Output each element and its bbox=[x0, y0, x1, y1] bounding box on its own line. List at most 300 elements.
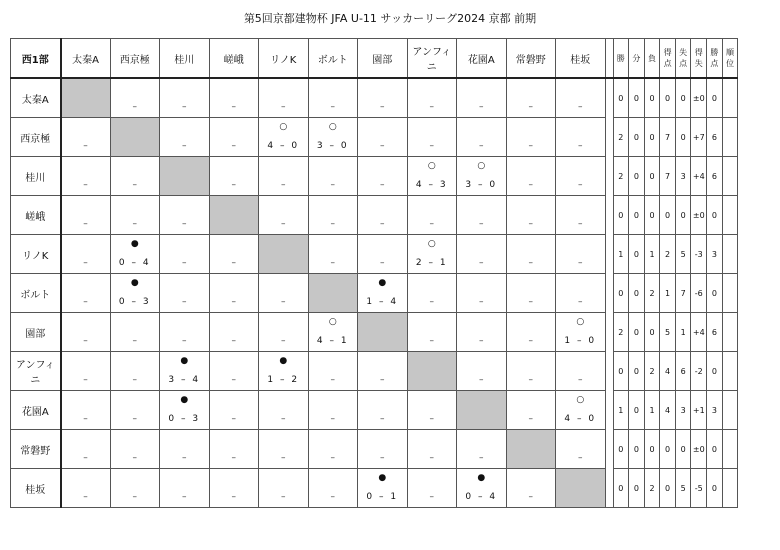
unplayed-dash: – bbox=[578, 180, 583, 190]
unplayed-cell bbox=[308, 391, 358, 430]
unplayed-cell bbox=[160, 118, 210, 157]
unplayed-dash: – bbox=[330, 453, 335, 463]
unplayed-cell bbox=[506, 469, 556, 508]
unplayed-dash: – bbox=[528, 375, 533, 385]
stat-cell: 6 bbox=[675, 352, 691, 391]
match-result-cell bbox=[259, 118, 309, 157]
unplayed-dash: – bbox=[231, 453, 236, 463]
unplayed-dash: – bbox=[83, 414, 88, 424]
stat-cell: 7 bbox=[660, 118, 676, 157]
unplayed-dash: – bbox=[330, 102, 335, 112]
unplayed-dash: – bbox=[281, 180, 286, 190]
unplayed-cell bbox=[358, 196, 408, 235]
match-result-cell bbox=[457, 157, 507, 196]
stat-cell: 0 bbox=[644, 430, 660, 469]
unplayed-dash: – bbox=[231, 297, 236, 307]
unplayed-dash: – bbox=[429, 219, 434, 229]
match-result-cell bbox=[160, 352, 210, 391]
stat-cell: 0 bbox=[613, 352, 629, 391]
unplayed-dash: – bbox=[380, 453, 385, 463]
column-header-team: 花園A bbox=[457, 39, 507, 79]
unplayed-dash: – bbox=[132, 375, 137, 385]
unplayed-cell bbox=[110, 391, 160, 430]
row-header-team: 桂川 bbox=[11, 157, 61, 196]
loss-mark: ● bbox=[180, 395, 189, 405]
stat-cell: ±0 bbox=[691, 430, 707, 469]
column-header-stat: 失点 bbox=[675, 39, 691, 79]
unplayed-cell bbox=[209, 313, 259, 352]
self-match-cell bbox=[506, 430, 556, 469]
stat-cell: 2 bbox=[613, 157, 629, 196]
unplayed-cell bbox=[110, 78, 160, 118]
match-result-cell bbox=[308, 118, 358, 157]
unplayed-cell bbox=[308, 430, 358, 469]
unplayed-dash: – bbox=[281, 336, 286, 346]
unplayed-dash: – bbox=[528, 492, 533, 502]
unplayed-cell bbox=[259, 78, 309, 118]
unplayed-dash: – bbox=[479, 375, 484, 385]
column-spacer bbox=[605, 313, 613, 352]
stat-cell: +4 bbox=[691, 313, 707, 352]
unplayed-cell bbox=[506, 196, 556, 235]
column-spacer bbox=[605, 352, 613, 391]
table-row bbox=[11, 352, 738, 391]
stat-cell: 0 bbox=[629, 78, 645, 118]
column-header-stat: 順位 bbox=[722, 39, 738, 79]
stat-cell: 0 bbox=[644, 118, 660, 157]
self-match-cell bbox=[358, 313, 408, 352]
win-mark: ○ bbox=[576, 317, 585, 327]
unplayed-cell bbox=[407, 196, 457, 235]
unplayed-dash: – bbox=[528, 336, 533, 346]
unplayed-dash: – bbox=[429, 141, 434, 151]
stat-cell: 1 bbox=[613, 391, 629, 430]
unplayed-dash: – bbox=[528, 180, 533, 190]
column-spacer bbox=[605, 469, 613, 508]
win-mark: ○ bbox=[477, 161, 486, 171]
column-spacer bbox=[605, 39, 613, 79]
stat-cell: 0 bbox=[613, 274, 629, 313]
stat-cell: 0 bbox=[629, 235, 645, 274]
win-mark: ○ bbox=[328, 317, 337, 327]
match-score: 3 – 0 bbox=[316, 141, 349, 151]
match-score: 3 – 4 bbox=[168, 375, 201, 385]
unplayed-dash: – bbox=[479, 258, 484, 268]
unplayed-cell bbox=[61, 352, 111, 391]
unplayed-cell bbox=[407, 313, 457, 352]
loss-mark: ● bbox=[180, 356, 189, 366]
group-label: 西1部 bbox=[11, 39, 61, 79]
stat-cell: 0 bbox=[707, 352, 723, 391]
unplayed-cell bbox=[61, 469, 111, 508]
row-header-team: 常磐野 bbox=[11, 430, 61, 469]
unplayed-cell bbox=[407, 274, 457, 313]
column-header-team: 西京極 bbox=[110, 39, 160, 79]
unplayed-cell bbox=[160, 469, 210, 508]
column-header-team: 太秦A bbox=[61, 39, 111, 79]
unplayed-dash: – bbox=[380, 375, 385, 385]
column-spacer bbox=[605, 157, 613, 196]
stat-cell: 0 bbox=[629, 430, 645, 469]
loss-mark: ● bbox=[279, 356, 288, 366]
match-result-cell bbox=[556, 391, 606, 430]
match-score: 4 – 1 bbox=[316, 336, 349, 346]
unplayed-cell bbox=[259, 274, 309, 313]
unplayed-cell bbox=[209, 157, 259, 196]
unplayed-cell bbox=[506, 313, 556, 352]
unplayed-dash: – bbox=[528, 297, 533, 307]
match-result-cell bbox=[358, 469, 408, 508]
unplayed-dash: – bbox=[83, 180, 88, 190]
unplayed-cell bbox=[259, 391, 309, 430]
stat-cell: 7 bbox=[660, 157, 676, 196]
column-spacer bbox=[605, 391, 613, 430]
unplayed-dash: – bbox=[83, 141, 88, 151]
unplayed-dash: – bbox=[578, 297, 583, 307]
unplayed-cell bbox=[556, 196, 606, 235]
unplayed-dash: – bbox=[330, 258, 335, 268]
unplayed-cell bbox=[407, 469, 457, 508]
unplayed-cell bbox=[110, 196, 160, 235]
row-header-team: アンフィニ bbox=[11, 352, 61, 391]
unplayed-dash: – bbox=[83, 219, 88, 229]
unplayed-cell bbox=[209, 274, 259, 313]
match-score: 0 – 3 bbox=[118, 297, 151, 307]
unplayed-dash: – bbox=[528, 414, 533, 424]
unplayed-dash: – bbox=[429, 492, 434, 502]
stat-cell: 6 bbox=[707, 157, 723, 196]
stat-cell bbox=[722, 313, 738, 352]
unplayed-dash: – bbox=[479, 141, 484, 151]
column-spacer bbox=[605, 274, 613, 313]
stat-cell: 0 bbox=[629, 313, 645, 352]
unplayed-cell bbox=[61, 274, 111, 313]
unplayed-dash: – bbox=[578, 219, 583, 229]
unplayed-dash: – bbox=[231, 492, 236, 502]
unplayed-dash: – bbox=[231, 336, 236, 346]
unplayed-cell bbox=[457, 352, 507, 391]
unplayed-dash: – bbox=[429, 336, 434, 346]
stat-cell bbox=[722, 391, 738, 430]
stat-cell: -6 bbox=[691, 274, 707, 313]
row-header-team: 西京極 bbox=[11, 118, 61, 157]
win-mark: ○ bbox=[427, 161, 436, 171]
stat-cell: 2 bbox=[644, 469, 660, 508]
stat-cell: 1 bbox=[613, 235, 629, 274]
unplayed-cell bbox=[61, 118, 111, 157]
page-title: 第5回京都建物杯 JFA U-11 サッカーリーグ2024 京都 前期 bbox=[243, 12, 537, 25]
stat-cell: 3 bbox=[707, 391, 723, 430]
unplayed-cell bbox=[308, 235, 358, 274]
unplayed-dash: – bbox=[330, 219, 335, 229]
unplayed-dash: – bbox=[578, 375, 583, 385]
unplayed-cell bbox=[358, 235, 408, 274]
stat-cell: 2 bbox=[613, 118, 629, 157]
unplayed-cell bbox=[358, 391, 408, 430]
stat-cell: 0 bbox=[707, 78, 723, 118]
unplayed-dash: – bbox=[182, 141, 187, 151]
unplayed-dash: – bbox=[479, 453, 484, 463]
unplayed-dash: – bbox=[479, 102, 484, 112]
table-row bbox=[11, 430, 738, 469]
unplayed-dash: – bbox=[380, 258, 385, 268]
table-row bbox=[11, 118, 738, 157]
unplayed-cell bbox=[160, 430, 210, 469]
column-header-stat: 分 bbox=[629, 39, 645, 79]
self-match-cell bbox=[209, 196, 259, 235]
stat-cell: 7 bbox=[675, 274, 691, 313]
column-spacer bbox=[605, 118, 613, 157]
unplayed-dash: – bbox=[231, 180, 236, 190]
unplayed-cell bbox=[556, 157, 606, 196]
unplayed-cell bbox=[259, 157, 309, 196]
unplayed-dash: – bbox=[281, 453, 286, 463]
unplayed-dash: – bbox=[429, 297, 434, 307]
column-header-team: ボルト bbox=[308, 39, 358, 79]
stat-cell: 1 bbox=[675, 313, 691, 352]
match-score: 4 – 0 bbox=[267, 141, 300, 151]
row-header-team: 園部 bbox=[11, 313, 61, 352]
self-match-cell bbox=[556, 469, 606, 508]
unplayed-cell bbox=[160, 196, 210, 235]
unplayed-cell bbox=[259, 196, 309, 235]
header-row bbox=[11, 39, 738, 79]
unplayed-cell bbox=[358, 157, 408, 196]
unplayed-dash: – bbox=[578, 102, 583, 112]
loss-mark: ● bbox=[130, 278, 139, 288]
column-header-team: 園部 bbox=[358, 39, 408, 79]
unplayed-dash: – bbox=[281, 219, 286, 229]
unplayed-dash: – bbox=[479, 297, 484, 307]
unplayed-cell bbox=[61, 430, 111, 469]
unplayed-cell bbox=[506, 274, 556, 313]
unplayed-cell bbox=[407, 391, 457, 430]
unplayed-cell bbox=[110, 313, 160, 352]
unplayed-dash: – bbox=[231, 141, 236, 151]
unplayed-cell bbox=[358, 78, 408, 118]
unplayed-cell bbox=[506, 118, 556, 157]
stat-cell: 0 bbox=[707, 430, 723, 469]
stat-cell bbox=[722, 235, 738, 274]
unplayed-cell bbox=[160, 274, 210, 313]
unplayed-dash: – bbox=[182, 258, 187, 268]
match-score: 1 – 4 bbox=[366, 297, 399, 307]
stat-cell: 5 bbox=[660, 313, 676, 352]
unplayed-cell bbox=[407, 118, 457, 157]
match-score: 2 – 1 bbox=[415, 258, 448, 268]
stat-cell: 0 bbox=[675, 118, 691, 157]
stat-cell: 3 bbox=[707, 235, 723, 274]
stat-cell: 0 bbox=[629, 352, 645, 391]
unplayed-cell bbox=[556, 78, 606, 118]
unplayed-cell bbox=[61, 235, 111, 274]
row-header-team: 桂坂 bbox=[11, 469, 61, 508]
match-score: 0 – 4 bbox=[465, 492, 498, 502]
unplayed-dash: – bbox=[380, 414, 385, 424]
stat-cell: 0 bbox=[707, 274, 723, 313]
self-match-cell bbox=[160, 157, 210, 196]
table-row bbox=[11, 235, 738, 274]
unplayed-dash: – bbox=[281, 297, 286, 307]
match-score: 1 – 0 bbox=[564, 336, 597, 346]
unplayed-dash: – bbox=[528, 258, 533, 268]
stat-cell: 3 bbox=[675, 391, 691, 430]
row-header-team: ボルト bbox=[11, 274, 61, 313]
unplayed-dash: – bbox=[380, 219, 385, 229]
self-match-cell bbox=[308, 274, 358, 313]
match-score: 0 – 4 bbox=[118, 258, 151, 268]
stat-cell: 2 bbox=[660, 235, 676, 274]
loss-mark: ● bbox=[130, 239, 139, 249]
unplayed-dash: – bbox=[231, 375, 236, 385]
unplayed-dash: – bbox=[83, 258, 88, 268]
unplayed-cell bbox=[259, 430, 309, 469]
unplayed-dash: – bbox=[429, 102, 434, 112]
stat-cell: 0 bbox=[660, 430, 676, 469]
unplayed-cell bbox=[110, 469, 160, 508]
unplayed-cell bbox=[457, 196, 507, 235]
unplayed-cell bbox=[358, 352, 408, 391]
stat-cell: 0 bbox=[660, 196, 676, 235]
unplayed-cell bbox=[457, 274, 507, 313]
stat-cell: 0 bbox=[613, 469, 629, 508]
column-spacer bbox=[605, 430, 613, 469]
unplayed-dash: – bbox=[330, 375, 335, 385]
column-header-stat: 負 bbox=[644, 39, 660, 79]
unplayed-dash: – bbox=[429, 453, 434, 463]
unplayed-cell bbox=[556, 118, 606, 157]
unplayed-dash: – bbox=[380, 141, 385, 151]
stat-cell: 5 bbox=[675, 469, 691, 508]
column-spacer bbox=[605, 235, 613, 274]
unplayed-dash: – bbox=[479, 336, 484, 346]
table-row bbox=[11, 313, 738, 352]
loss-mark: ● bbox=[378, 473, 387, 483]
unplayed-dash: – bbox=[330, 180, 335, 190]
stat-cell: 0 bbox=[629, 157, 645, 196]
league-table bbox=[10, 38, 738, 508]
unplayed-cell bbox=[110, 157, 160, 196]
stat-cell: ±0 bbox=[691, 78, 707, 118]
unplayed-dash: – bbox=[231, 258, 236, 268]
stat-cell: 0 bbox=[613, 78, 629, 118]
match-score: 4 – 3 bbox=[415, 180, 448, 190]
column-header-team: リノK bbox=[259, 39, 309, 79]
unplayed-cell bbox=[556, 235, 606, 274]
unplayed-cell bbox=[308, 196, 358, 235]
win-mark: ○ bbox=[576, 395, 585, 405]
unplayed-dash: – bbox=[182, 453, 187, 463]
column-header-stat: 得点 bbox=[660, 39, 676, 79]
stat-cell: 4 bbox=[660, 352, 676, 391]
unplayed-dash: – bbox=[83, 453, 88, 463]
stat-cell bbox=[722, 469, 738, 508]
unplayed-dash: – bbox=[83, 492, 88, 502]
stat-cell: 0 bbox=[675, 196, 691, 235]
self-match-cell bbox=[61, 78, 111, 118]
unplayed-cell bbox=[61, 391, 111, 430]
stat-cell bbox=[722, 196, 738, 235]
unplayed-dash: – bbox=[429, 414, 434, 424]
unplayed-cell bbox=[506, 157, 556, 196]
match-score: 1 – 2 bbox=[267, 375, 300, 385]
unplayed-cell bbox=[110, 430, 160, 469]
stat-cell: +4 bbox=[691, 157, 707, 196]
match-result-cell bbox=[259, 352, 309, 391]
unplayed-cell bbox=[556, 352, 606, 391]
stat-cell bbox=[722, 118, 738, 157]
unplayed-dash: – bbox=[231, 102, 236, 112]
table-row bbox=[11, 196, 738, 235]
unplayed-cell bbox=[209, 469, 259, 508]
unplayed-cell bbox=[506, 78, 556, 118]
stat-cell: 0 bbox=[675, 78, 691, 118]
stat-cell: 0 bbox=[644, 313, 660, 352]
stat-cell: 4 bbox=[660, 391, 676, 430]
unplayed-dash: – bbox=[83, 297, 88, 307]
unplayed-cell bbox=[209, 118, 259, 157]
unplayed-cell bbox=[506, 391, 556, 430]
win-mark: ○ bbox=[328, 122, 337, 132]
match-score: 4 – 0 bbox=[564, 414, 597, 424]
unplayed-dash: – bbox=[281, 492, 286, 502]
stat-cell: ±0 bbox=[691, 196, 707, 235]
table-row bbox=[11, 78, 738, 118]
unplayed-dash: – bbox=[182, 102, 187, 112]
unplayed-dash: – bbox=[132, 453, 137, 463]
unplayed-cell bbox=[308, 78, 358, 118]
column-header-team: 常磐野 bbox=[506, 39, 556, 79]
unplayed-cell bbox=[407, 78, 457, 118]
match-result-cell bbox=[308, 313, 358, 352]
league-table-container bbox=[10, 38, 738, 508]
match-result-cell bbox=[110, 274, 160, 313]
unplayed-dash: – bbox=[132, 219, 137, 229]
unplayed-dash: – bbox=[578, 258, 583, 268]
unplayed-dash: – bbox=[132, 180, 137, 190]
stat-cell: 0 bbox=[629, 196, 645, 235]
unplayed-dash: – bbox=[182, 297, 187, 307]
unplayed-cell bbox=[110, 352, 160, 391]
stat-cell: 0 bbox=[644, 78, 660, 118]
stat-cell: 1 bbox=[660, 274, 676, 313]
column-header-stat: 勝 bbox=[613, 39, 629, 79]
stat-cell: -3 bbox=[691, 235, 707, 274]
stat-cell: 0 bbox=[707, 469, 723, 508]
unplayed-dash: – bbox=[330, 492, 335, 502]
column-header-team: アンフィニ bbox=[407, 39, 457, 79]
column-header-team: 嵯峨 bbox=[209, 39, 259, 79]
unplayed-cell bbox=[209, 78, 259, 118]
row-header-team: 太秦A bbox=[11, 78, 61, 118]
column-header-stat: 得失 bbox=[691, 39, 707, 79]
unplayed-cell bbox=[556, 274, 606, 313]
stat-cell: 1 bbox=[644, 391, 660, 430]
unplayed-dash: – bbox=[182, 492, 187, 502]
match-result-cell bbox=[457, 469, 507, 508]
unplayed-cell bbox=[160, 313, 210, 352]
unplayed-cell bbox=[308, 157, 358, 196]
unplayed-cell bbox=[209, 235, 259, 274]
unplayed-dash: – bbox=[83, 375, 88, 385]
unplayed-cell bbox=[259, 313, 309, 352]
unplayed-cell bbox=[259, 469, 309, 508]
unplayed-dash: – bbox=[281, 414, 286, 424]
table-row bbox=[11, 469, 738, 508]
table-row bbox=[11, 157, 738, 196]
stat-cell: 2 bbox=[644, 274, 660, 313]
unplayed-dash: – bbox=[281, 102, 286, 112]
